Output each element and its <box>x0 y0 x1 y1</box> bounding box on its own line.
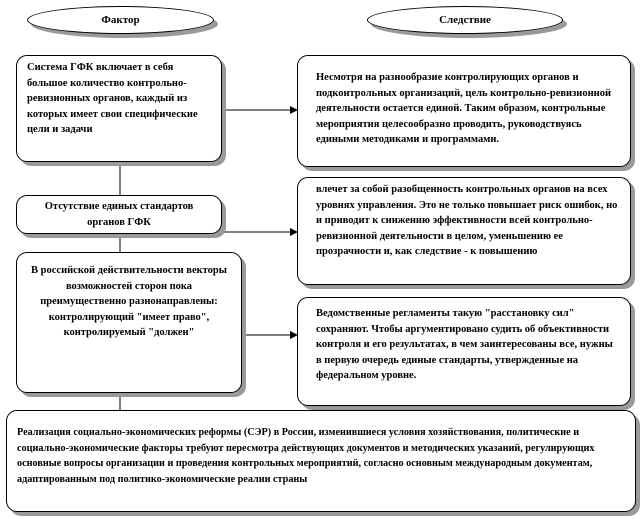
factor-box-3 <box>16 252 242 393</box>
consequence-box-2 <box>297 177 631 285</box>
footer-text: Реализация социально-экономических реформы (СЭР) в России, изменившиеся условия хозяйствования, политические и социально-экономические факторы требуют пересмотра действующих документов и методических указаний, регулирующих основные вопросы организации и проведения контрольных мероприятий, согласно основным международным документам, адаптированным под политико-экономические реалии страны <box>17 427 595 485</box>
factor-text-2: Отсутствие единых стандартов органов ГФК <box>44 201 194 228</box>
consequence-header-label: Следствие <box>439 14 491 26</box>
consequence-box-3 <box>297 297 631 406</box>
factor-box-1 <box>16 55 222 162</box>
factor-header-label: Фактор <box>101 14 140 26</box>
factor-text-1: Система ГФК включает в себя большое количество контрольно-ревизионных органов, каждый из которых имеет свои специфические цели и задачи <box>27 62 198 135</box>
consequence-text-2: влечет за собой разобщенность контрольных органов на всех уровнях управления. Это не только повышает риск ошибок, но и приводит к снижению эффективности всей контрольно-ревизионной деятельности в целом, уменьшению ее прозрачности и, как следствие - к повышению <box>316 184 618 257</box>
consequence-header <box>367 6 563 34</box>
factor-box-2 <box>16 195 222 234</box>
factor-header <box>27 6 214 34</box>
consequence-text-1: Несмотря на разнообразие контролирующих органов и подконтрольных организаций, цель контрольно-ревизионной деятельности остается единой. Таким образом, контрольные мероприятия целесообразно проводить, руководствуясь едиными методиками и программами. <box>316 72 612 145</box>
footer-box <box>6 410 636 512</box>
consequence-text-3: Ведомственные регламенты такую "расстановку сил" сохраняют. Чтобы аргументировано судить об объективности контроля и его результатах, в чем заинтересованы все, нужны в первую очередь единые стандарты, утвержденные на федеральном уровне. <box>316 308 613 381</box>
factor-text-3: В российской действительности векторы возможностей сторон пока преимущественно разнонаправлены: контролирующий "имеет право", контролируемый "должен" <box>31 265 227 338</box>
consequence-box-1 <box>297 55 631 167</box>
